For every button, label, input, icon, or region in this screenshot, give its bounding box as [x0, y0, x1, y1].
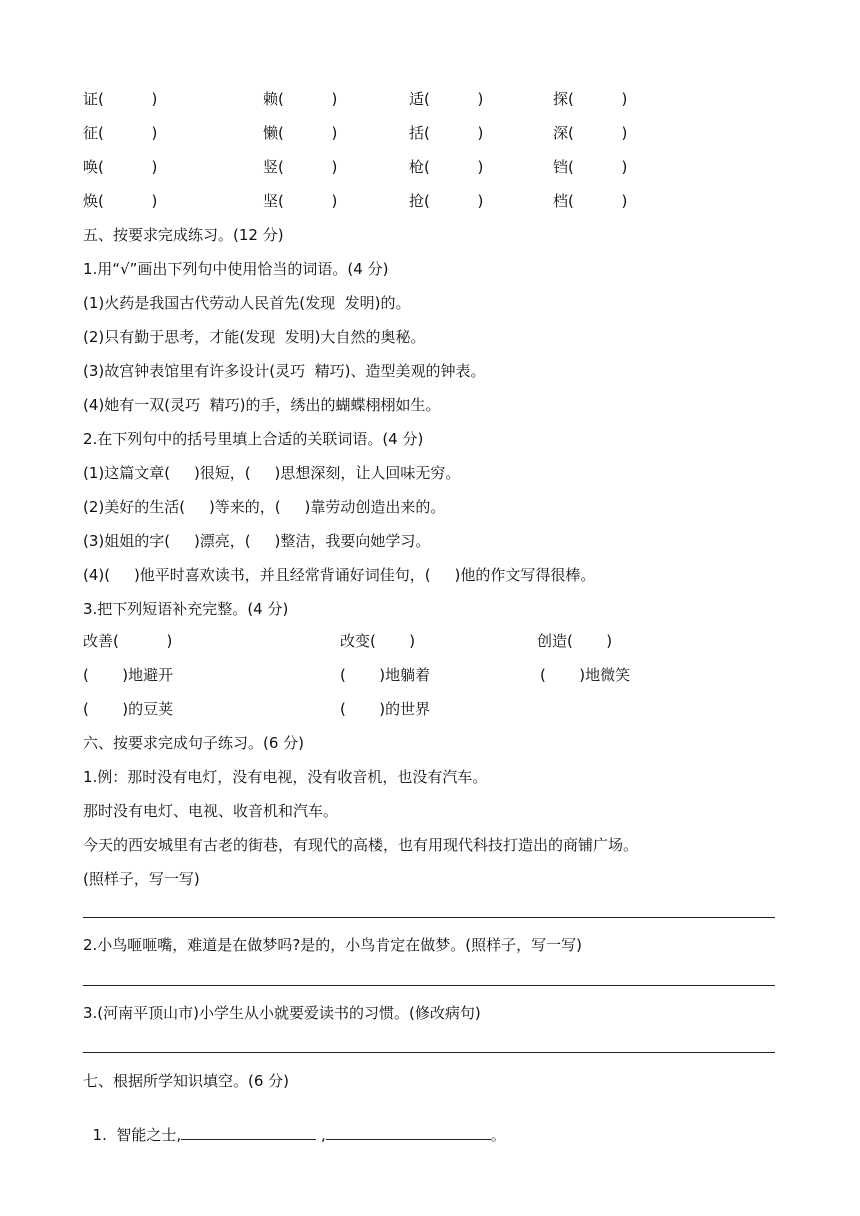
- example-result: 那时没有电灯、电视、收音机和汽车。: [83, 802, 339, 820]
- fill-in-question: [83, 1105, 506, 1145]
- question-title: 2.在下列句中的括号里填上合适的关联词语。(4 分): [83, 430, 424, 448]
- char-item: 唤( ): [83, 158, 158, 176]
- question-item: (1)这篇文章( )很短，( )思想深刻，让人回味无穷。: [83, 464, 461, 482]
- question-instruction: (照样子，写一写): [83, 870, 200, 888]
- answer-line[interactable]: [83, 917, 775, 918]
- phrase-item: ( )地避开: [83, 666, 174, 684]
- question-item: (2)只有勤于思考，才能(发现 发明)大自然的奥秘。: [83, 328, 426, 346]
- phrase-item: ( )地躺着: [340, 666, 431, 684]
- char-item: 枪( ): [409, 158, 484, 176]
- answer-line[interactable]: [83, 985, 775, 986]
- question-title: 1.用“√”画出下列句中使用恰当的词语。(4 分): [83, 260, 389, 278]
- char-item: 坚( ): [263, 192, 338, 210]
- question-item: (1)火药是我国古代劳动人民首先(发现 发明)的。: [83, 294, 411, 312]
- phrase-item: 创造( ): [537, 632, 613, 650]
- char-item: 适( ): [409, 90, 484, 108]
- char-item: 探( ): [553, 90, 628, 108]
- question-item: (4)( )他平时喜欢读书，并且经常背诵好词佳句，( )他的作文写得很棒。: [83, 566, 596, 584]
- question-title: 3.把下列短语补充完整。(4 分): [83, 600, 289, 618]
- char-item: 懒( ): [263, 124, 338, 142]
- char-item: 铛( ): [553, 158, 628, 176]
- question-item: (3)姐姐的字( )漂亮，( )整洁，我要向她学习。: [83, 532, 431, 550]
- phrase-item: 改变( ): [340, 632, 416, 650]
- fill-in-separator: ,: [316, 1126, 326, 1144]
- fill-in-prefix: 1. 智能之士,: [92, 1126, 182, 1144]
- fill-in-blank[interactable]: [181, 1125, 316, 1140]
- phrase-item: ( )的世界: [340, 700, 431, 718]
- section-6-title: 六、按要求完成句子练习。(6 分): [83, 734, 305, 752]
- question-item: (3)故宫钟表馆里有许多设计(灵巧 精巧)、造型美观的钟表。: [83, 362, 486, 380]
- char-item: 深( ): [553, 124, 628, 142]
- question-sentence: 3.(河南平顶山市)小学生从小就要爱读书的习惯。(修改病句): [83, 1004, 481, 1022]
- phrase-item: ( )的豆荚: [83, 700, 174, 718]
- char-item: 抢( ): [409, 192, 484, 210]
- question-sentence: 2.小鸟咂咂嘴，难道是在做梦吗?是的，小鸟肯定在做梦。(照样子，写一写): [83, 936, 582, 954]
- fill-in-blank[interactable]: [326, 1125, 491, 1140]
- char-item: 焕( ): [83, 192, 158, 210]
- question-sentence: 今天的西安城里有古老的街巷，有现代的高楼，也有用现代科技打造出的商铺广场。: [83, 836, 639, 854]
- char-item: 证( ): [83, 90, 158, 108]
- example-sentence: 1.例：那时没有电灯，没有电视，没有收音机，也没有汽车。: [83, 768, 488, 786]
- fill-in-end: 。: [490, 1126, 506, 1144]
- char-item: 竖( ): [263, 158, 338, 176]
- answer-line[interactable]: [83, 1052, 775, 1053]
- phrase-item: 改善( ): [83, 632, 173, 650]
- question-item: (2)美好的生活( )等来的，( )靠劳动创造出来的。: [83, 498, 446, 516]
- char-item: 档( ): [553, 192, 628, 210]
- section-5-title: 五、按要求完成练习。(12 分): [83, 226, 284, 244]
- char-item: 赖( ): [263, 90, 338, 108]
- char-item: 征( ): [83, 124, 158, 142]
- question-item: (4)她有一双(灵巧 精巧)的手，绣出的蝴蝶栩栩如生。: [83, 396, 441, 414]
- char-item: 括( ): [409, 124, 484, 142]
- phrase-item: ( )地微笑: [540, 666, 631, 684]
- section-7-title: 七、根据所学知识填空。(6 分): [83, 1072, 290, 1090]
